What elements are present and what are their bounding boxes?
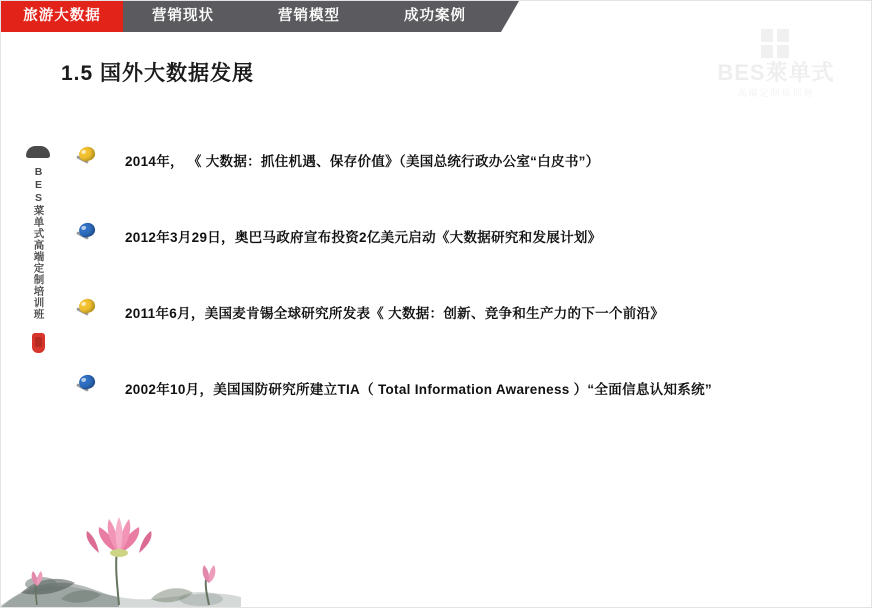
list-item bbox=[63, 141, 853, 217]
lotus-decoration-icon bbox=[1, 487, 301, 607]
page-title: 1.5 国外大数据发展 bbox=[61, 62, 255, 85]
yellow-pin-icon bbox=[71, 147, 101, 177]
list-item bbox=[63, 369, 853, 445]
brand-logo-watermark bbox=[711, 29, 841, 99]
logo-name: BES萊单式 bbox=[717, 60, 835, 85]
nav-item-success-cases[interactable]: 成功案例 bbox=[404, 8, 466, 24]
nav-item-marketing-status[interactable]: 营销现状 bbox=[152, 8, 214, 24]
logo-squares-icon bbox=[759, 29, 793, 59]
side-watermark bbox=[23, 146, 53, 353]
nav-item-marketing-model[interactable]: 营销模型 bbox=[278, 8, 340, 24]
list-item bbox=[63, 217, 853, 293]
nav-item-tourism-bigdata[interactable]: 旅游大数据 bbox=[1, 1, 123, 32]
logo-tagline: 高端定制培训班 bbox=[737, 88, 815, 98]
bullet-text: 2011年6月，美国麦肯锡全球研究所发表《 大数据：创新、竞争和生产力的下一个前沿》 bbox=[125, 306, 665, 321]
side-watermark-text: BES菜单式高端定制培训班 bbox=[32, 166, 45, 320]
bullet-list bbox=[63, 141, 853, 445]
top-navigation bbox=[1, 1, 872, 32]
list-item bbox=[63, 293, 853, 369]
blue-pin-icon bbox=[71, 375, 101, 405]
blue-pin-icon bbox=[71, 223, 101, 253]
watermark-cap-icon bbox=[26, 146, 50, 158]
bullet-text: 2012年3月29日，奥巴马政府宣布投资2亿美元启动《大数据研究和发展计划》 bbox=[125, 230, 602, 245]
watermark-badge-icon bbox=[32, 333, 45, 353]
yellow-pin-icon bbox=[71, 299, 101, 329]
bullet-text: 2002年10月，美国国防研究所建立TIA（ Total Information Awareness ）“全面信息认知系统” bbox=[125, 382, 712, 397]
bullet-text: 2014年， 《 大数据：抓住机遇、保存价值》（美国总统行政办公室“白皮书”） bbox=[125, 154, 600, 169]
